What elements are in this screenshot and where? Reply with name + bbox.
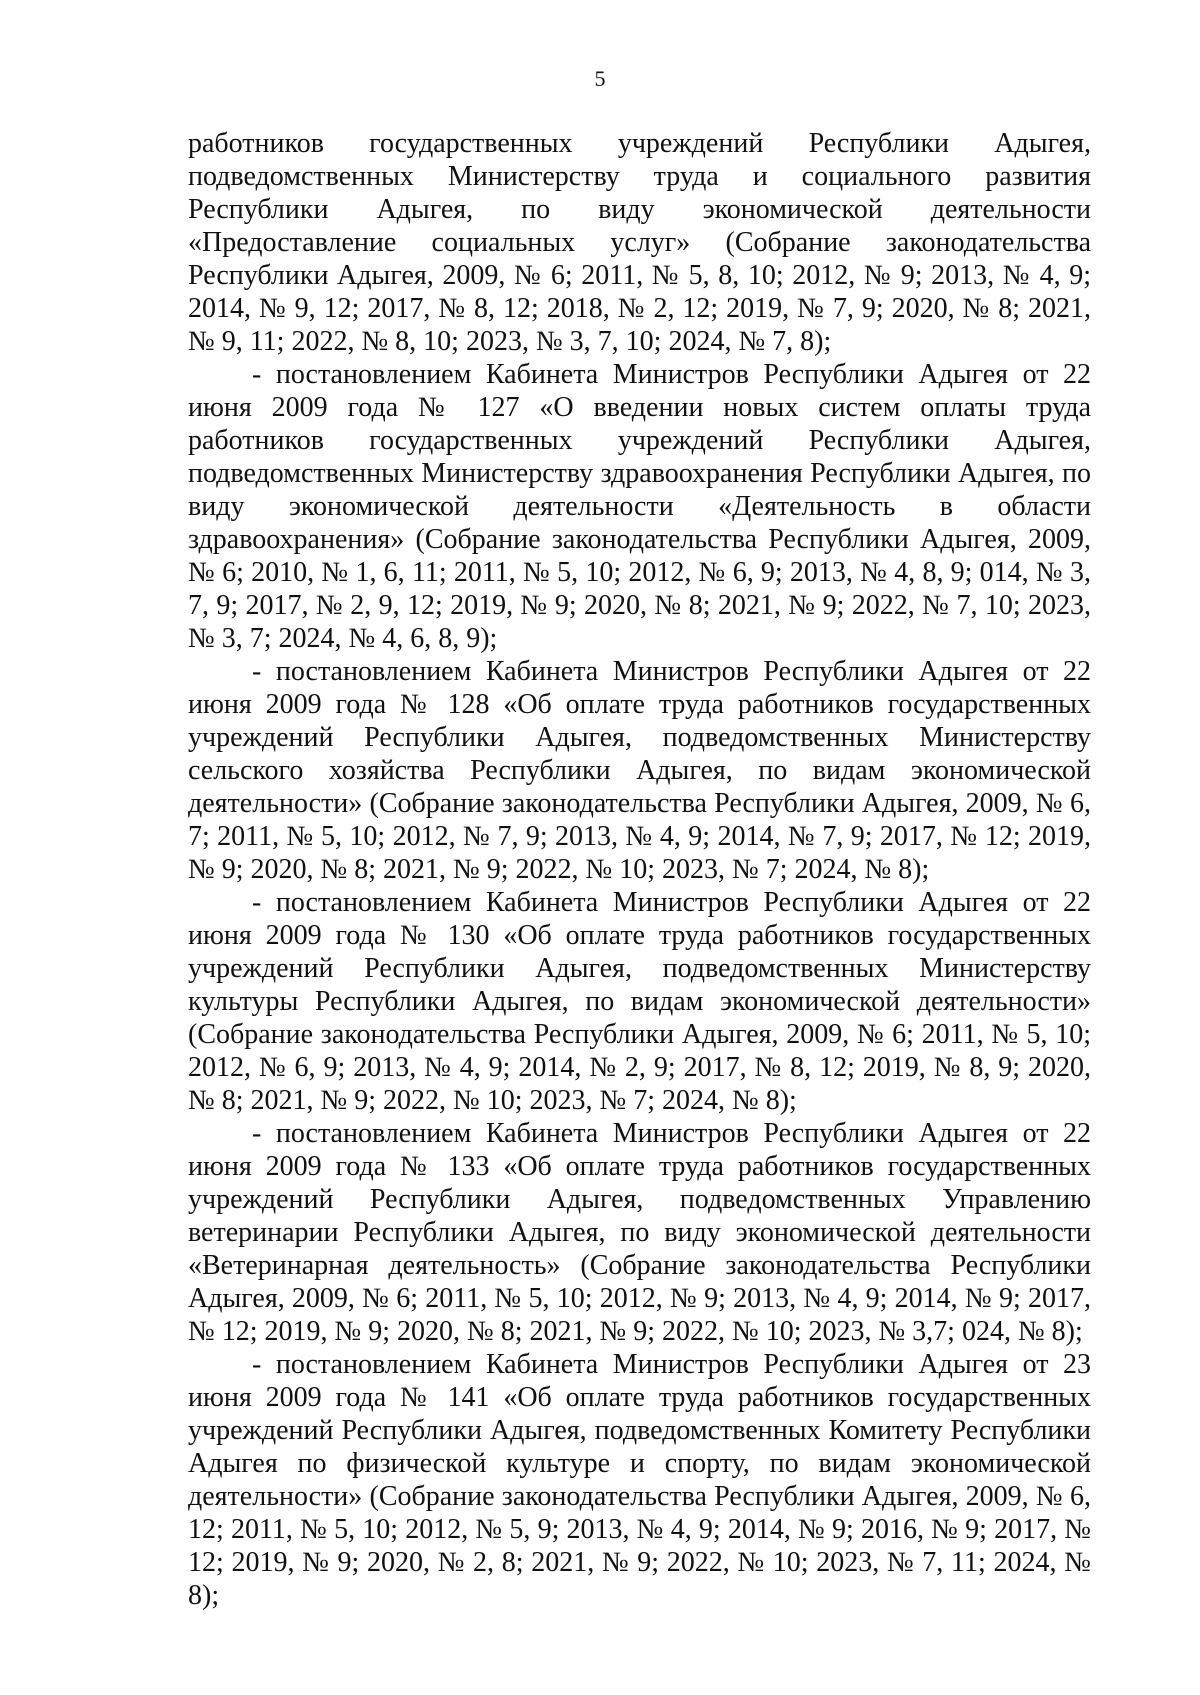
document-body	[188, 127, 1091, 1612]
paragraph-resolution-130: - постановлением Кабинета Министров Республики Адыгея от 22 июня 2009 года № 130 «Об оплате труда работников государственных учреждений Республики Адыгея, подведомственных Министерству культуры Республики Адыгея, по видам экономической деятельности» (Собрание законодательства Республики Адыгея, 2009, № 6; 2011, № 5, 10; 2012, № 6, 9; 2013, № 4, 9; 2014, № 2, 9; 2017, № 8, 12; 2019, № 8, 9; 2020, № 8; 2021, № 9; 2022, № 10; 2023, № 7; 2024, № 8);	[188, 887, 1091, 1116]
paragraph-resolution-127: - постановлением Кабинета Министров Республики Адыгея от 22 июня 2009 года № 127 «О введении новых систем оплаты труда работников государственных учреждений Республики Адыгея, подведомственных Министерству здравоохранения Республики Адыгея, по виду экономической деятельности «Деятельность в области здравоохранения» (Собрание законодательства Республики Адыгея, 2009, № 6; 2010, № 1, 6, 11; 2011, № 5, 10; 2012, № 6, 9; 2013, № 4, 8, 9; 014, № 3, 7, 9; 2017, № 2, 9, 12; 2019, № 9; 2020, № 8; 2021, № 9; 2022, № 7, 10; 2023, № 3, 7; 2024, № 4, 6, 8, 9);	[188, 359, 1091, 654]
page-number: 5	[594, 66, 606, 91]
paragraph-continuation: работников государственных учреждений Республики Адыгея, подведомственных Министерству труда и социального развития Республики Адыгея, по виду экономической деятельности «Предоставление социальных услуг» (Собрание законодательства Республики Адыгея, 2009, № 6; 2011, № 5, 8, 10; 2012, № 9; 2013, № 4, 9; 2014, № 9, 12; 2017, № 8, 12; 2018, № 2, 12; 2019, № 7, 9; 2020, № 8; 2021, № 9, 11; 2022, № 8, 10; 2023, № 3, 7, 10; 2024, № 7, 8);	[188, 128, 1091, 357]
paragraph-resolution-133: - постановлением Кабинета Министров Республики Адыгея от 22 июня 2009 года № 133 «Об оплате труда работников государственных учреждений Республики Адыгея, подведомственных Управлению ветеринарии Республики Адыгея, по виду экономической деятельности «Ветеринарная деятельность» (Собрание законодательства Республики Адыгея, 2009, № 6; 2011, № 5, 10; 2012, № 9; 2013, № 4, 9; 2014, № 9; 2017, № 12; 2019, № 9; 2020, № 8; 2021, № 9; 2022, № 10; 2023, № 3,7; 024, № 8);	[188, 1118, 1091, 1347]
paragraph-resolution-128: - постановлением Кабинета Министров Республики Адыгея от 22 июня 2009 года № 128 «Об оплате труда работников государственных учреждений Республики Адыгея, подведомственных Министерству сельского хозяйства Республики Адыгея, по видам экономической деятельности» (Собрание законодательства Республики Адыгея, 2009, № 6, 7; 2011, № 5, 10; 2012, № 7, 9; 2013, № 4, 9; 2014, № 7, 9; 2017, № 12; 2019, № 9; 2020, № 8; 2021, № 9; 2022, № 10; 2023, № 7; 2024, № 8);	[188, 656, 1091, 885]
paragraph-resolution-141: - постановлением Кабинета Министров Республики Адыгея от 23 июня 2009 года № 141 «Об оплате труда работников государственных учреждений Республики Адыгея, подведомственных Комитету Республики Адыгея по физической культуре и спорту, по видам экономической деятельности» (Собрание законодательства Республики Адыгея, 2009, № 6, 12; 2011, № 5, 10; 2012, № 5, 9; 2013, № 4, 9; 2014, № 9; 2016, № 9; 2017, № 12; 2019, № 9; 2020, № 2, 8; 2021, № 9; 2022, № 10; 2023, № 7, 11; 2024, № 8);	[188, 1349, 1091, 1611]
